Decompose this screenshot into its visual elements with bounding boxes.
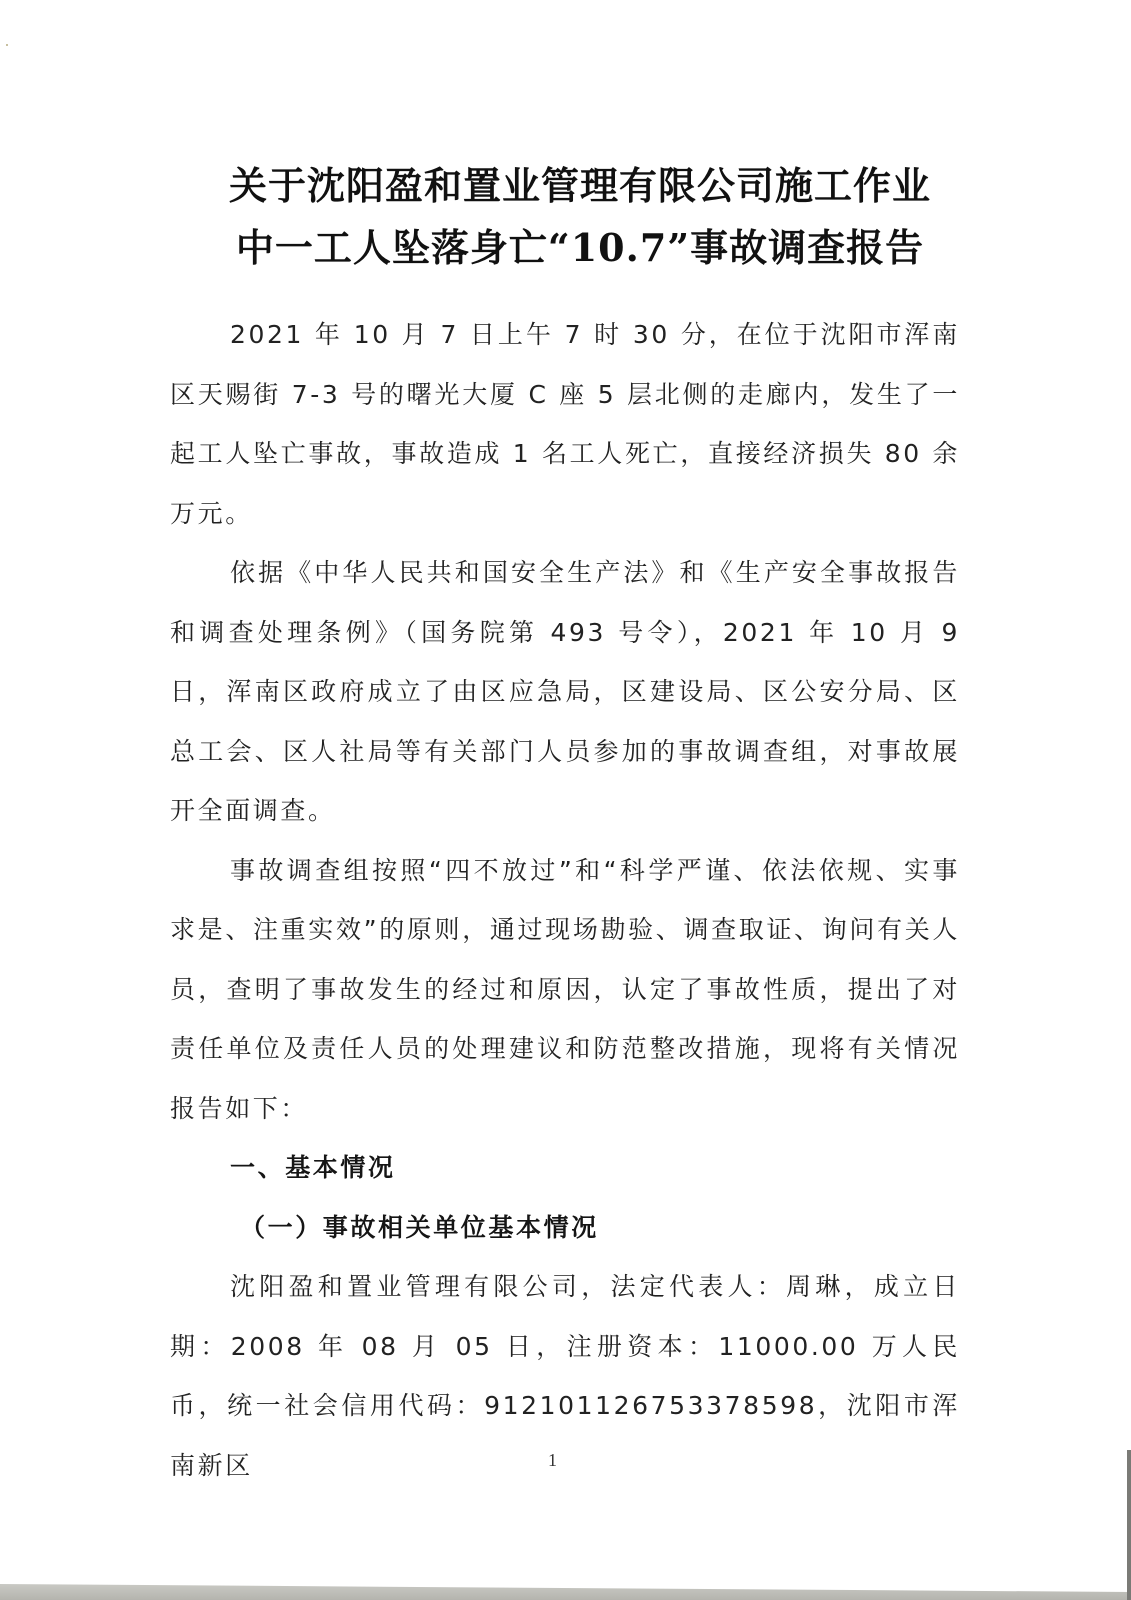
paragraph-investigation-principles: 事故调查组按照“四不放过”和“科学严谨、依法依规、实事求是、注重实效”的原则，通过现场勘验、调查取证、询问有关人员，查明了事故发生的经过和原因，认定了事故性质，提出了对责任单位及责任人员的处理建议和防范整改措施，现将有关情况报告如下： <box>170 855 960 1123</box>
page-number: 1 <box>548 1450 557 1470</box>
scan-speck <box>6 44 8 46</box>
paragraph-company-info: 沈阳盈和置业管理有限公司，法定代表人：周琳，成立日期：2008 年 08 月 05 日，注册资本：11000.00 万人民币，统一社会信用代码：912101126753378598，沈阳市浑南新区 <box>170 1272 960 1480</box>
scan-bottom-shadow <box>0 1584 1131 1600</box>
scan-right-edge <box>1127 1450 1131 1600</box>
title-line-1: 关于沈阳盈和置业管理有限公司施工作业 <box>228 163 931 209</box>
report-title <box>180 155 980 279</box>
section-heading-basic-info: 一、基本情况 <box>230 1153 396 1182</box>
paragraph-incident-summary: 2021 年 10 月 7 日上午 7 时 30 分，在位于沈阳市浑南区天赐街 7-3 号的曙光大厦 C 座 5 层北侧的走廊内，发生了一起工人坠亡事故，事故造成 1 名工人死亡，直接经济损失 80 余万元。 <box>170 320 960 528</box>
paragraph-legal-basis: 依据《中华人民共和国安全生产法》和《生产安全事故报告和调查处理条例》（国务院第 493 号令），2021 年 10 月 9 日，浑南区政府成立了由区应急局，区建设局、区公安分局、区总工会、区人社局等有关部门人员参加的事故调查组，对事故展开全面调查。 <box>170 558 960 825</box>
subsection-heading-related-units: （一）事故相关单位基本情况 <box>240 1212 599 1242</box>
title-line-2: 中一工人坠落身亡“10.7”事故调查报告 <box>235 225 925 271</box>
report-body <box>170 305 960 1495</box>
